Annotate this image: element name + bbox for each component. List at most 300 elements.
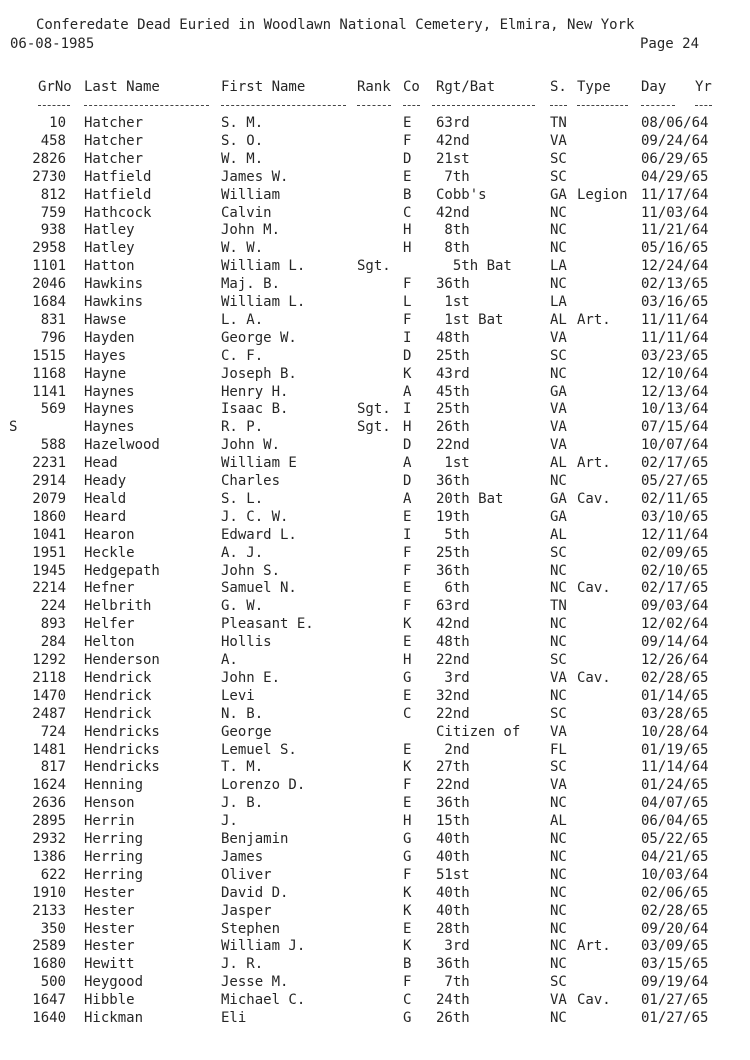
regiment: 36th: [436, 795, 470, 812]
unit-type: Art.: [577, 455, 611, 472]
death-date: 11/11/64: [641, 329, 709, 346]
last-name: Hendricks: [84, 741, 160, 758]
regiment: 22nd: [436, 705, 470, 722]
first-name: A.: [221, 652, 238, 668]
company: K: [403, 616, 412, 633]
first-name: Lemuel S.: [221, 741, 297, 758]
grave-number: 2914: [32, 473, 66, 489]
regiment: 5th: [436, 526, 470, 543]
grave-number: 2231: [32, 455, 66, 472]
regiment: 40th: [436, 848, 470, 865]
first-name: S. O.: [221, 132, 264, 149]
state: VA: [550, 401, 567, 418]
state: AL: [550, 455, 567, 472]
table-row: [0, 490, 750, 508]
state: SC: [550, 705, 567, 722]
state: SC: [550, 168, 567, 185]
unit-type: Art.: [577, 938, 611, 955]
regiment: 25th: [436, 401, 470, 418]
death-date: 02/13/65: [641, 276, 709, 293]
table-row: [0, 758, 750, 776]
first-name: William: [221, 186, 281, 203]
last-name: Hatcher: [84, 132, 144, 149]
table-row: [0, 508, 750, 526]
last-name: Hendrick: [84, 687, 152, 704]
death-date: 11/17/64: [641, 186, 709, 203]
grave-prefix: S: [9, 419, 18, 436]
last-name: Helbrith: [84, 598, 152, 615]
death-date: 12/10/64: [641, 365, 709, 382]
grave-number: 1684: [32, 294, 66, 310]
table-row: [0, 436, 750, 454]
company: F: [403, 276, 412, 293]
first-name: James W.: [221, 168, 289, 185]
company: F: [403, 598, 412, 615]
first-name: Edward L.: [221, 526, 297, 543]
table-row: [0, 920, 750, 938]
regiment: 25th: [436, 544, 470, 561]
company: D: [403, 150, 412, 167]
state: NC: [550, 831, 567, 847]
last-name: Henning: [84, 777, 144, 794]
grave-number: 2118: [32, 669, 66, 686]
unit-type: Cav.: [577, 669, 611, 686]
state: SC: [550, 150, 567, 167]
last-name: Hester: [84, 884, 135, 901]
death-date: 09/03/64: [641, 598, 709, 615]
company: I: [403, 526, 412, 543]
last-name: Haynes: [84, 419, 135, 436]
grave-number: 224: [40, 598, 66, 615]
first-name: W. W.: [221, 240, 264, 257]
first-name: William L.: [221, 294, 306, 310]
last-name: Heygood: [84, 974, 144, 991]
regiment: 43rd: [436, 365, 470, 382]
grave-number: 2133: [32, 902, 66, 919]
state: SC: [550, 347, 567, 364]
company: F: [403, 132, 412, 149]
first-name: A. J.: [221, 544, 264, 561]
company: E: [403, 580, 412, 597]
company: D: [403, 437, 412, 454]
state: GA: [550, 186, 567, 203]
state: NC: [550, 204, 567, 221]
state: VA: [550, 419, 567, 436]
grave-number: 350: [40, 920, 66, 937]
regiment: 21st: [436, 150, 470, 167]
table-row: [0, 687, 750, 705]
death-date: 03/09/65: [641, 938, 709, 955]
table-row: [0, 400, 750, 418]
regiment: Citizen of: [436, 723, 521, 740]
first-name: George: [221, 723, 272, 740]
first-name: J. B.: [221, 795, 264, 812]
death-date: 02/06/65: [641, 884, 709, 901]
state: GA: [550, 383, 567, 400]
first-name: Jesse M.: [221, 974, 289, 991]
death-date: 02/28/65: [641, 902, 709, 919]
state: NC: [550, 562, 567, 579]
company: F: [403, 974, 412, 991]
regiment: 40th: [436, 884, 470, 901]
company: K: [403, 938, 412, 955]
regiment: 22nd: [436, 777, 470, 794]
document-title: Conferedate Dead Euried in Woodlawn National Cemetery, Elmira, New York: [36, 17, 635, 33]
death-date: 02/09/65: [641, 544, 709, 561]
state: TN: [550, 115, 567, 131]
company: H: [403, 652, 412, 668]
grave-number: 1101: [32, 258, 66, 275]
grave-number: 1624: [32, 777, 66, 794]
last-name: Hester: [84, 920, 135, 937]
death-date: 01/27/65: [641, 992, 709, 1009]
company: F: [403, 544, 412, 561]
grave-number: 2730: [32, 168, 66, 185]
last-name: Hendricks: [84, 723, 160, 740]
first-name: C. F.: [221, 347, 264, 364]
last-name: Heald: [84, 490, 127, 507]
first-name: J. R.: [221, 956, 264, 973]
death-date: 11/11/64: [641, 311, 709, 328]
regiment: 36th: [436, 562, 470, 579]
table-row: [0, 472, 750, 490]
company: E: [403, 741, 412, 758]
company: E: [403, 508, 412, 525]
col-header-rank: Rank: [357, 79, 391, 95]
regiment: 26th: [436, 1010, 470, 1026]
first-name: W. M.: [221, 150, 264, 167]
rank: Sgt.: [357, 401, 391, 418]
col-header-grno: GrNo: [38, 79, 72, 95]
table-row: [0, 902, 750, 920]
table-row: [0, 383, 750, 401]
death-date: 02/10/65: [641, 562, 709, 579]
regiment: 5th Bat: [436, 258, 512, 275]
first-name: Pleasant E.: [221, 616, 314, 633]
grave-number: 831: [40, 311, 66, 328]
state: NC: [550, 276, 567, 293]
separator-day: [641, 105, 675, 106]
rank: Sgt.: [357, 258, 391, 275]
grave-number: 1680: [32, 956, 66, 973]
state: NC: [550, 365, 567, 382]
unit-type: Legion: [577, 186, 628, 203]
table-row: [0, 866, 750, 884]
company: D: [403, 347, 412, 364]
first-name: Isaac B.: [221, 401, 289, 418]
first-name: William L.: [221, 258, 306, 275]
regiment: 22nd: [436, 437, 470, 454]
first-name: Charles: [221, 473, 281, 489]
state: FL: [550, 741, 567, 758]
document-date: 06-08-1985: [10, 36, 95, 52]
regiment: 36th: [436, 276, 470, 293]
table-row: [0, 723, 750, 741]
last-name: Hearon: [84, 526, 135, 543]
grave-number: 812: [40, 186, 66, 203]
grave-number: 500: [40, 974, 66, 991]
last-name: Heard: [84, 508, 127, 525]
state: NC: [550, 222, 567, 239]
table-row: [0, 186, 750, 204]
death-date: 10/28/64: [641, 723, 709, 740]
table-row: [0, 544, 750, 562]
regiment: 2nd: [436, 741, 470, 758]
death-date: 03/16/65: [641, 294, 709, 310]
state: NC: [550, 795, 567, 812]
state: NC: [550, 956, 567, 973]
company: H: [403, 419, 412, 436]
table-row: [0, 275, 750, 293]
death-date: 08/06/64: [641, 115, 709, 131]
last-name: Heady: [84, 473, 127, 489]
first-name: S. L.: [221, 490, 264, 507]
regiment: 42nd: [436, 204, 470, 221]
separator-company: [403, 105, 420, 106]
last-name: Hewitt: [84, 956, 135, 973]
first-name: R. P.: [221, 419, 264, 436]
grave-number: 569: [40, 401, 66, 418]
regiment: 48th: [436, 329, 470, 346]
company: E: [403, 115, 412, 131]
regiment: 15th: [436, 813, 470, 830]
death-date: 12/13/64: [641, 383, 709, 400]
last-name: Hayne: [84, 365, 127, 382]
grave-number: 10: [49, 115, 66, 131]
unit-type: Art.: [577, 311, 611, 328]
death-date: 02/11/65: [641, 490, 709, 507]
last-name: Hatfield: [84, 168, 152, 185]
grave-number: 2046: [32, 276, 66, 293]
first-name: Michael C.: [221, 992, 306, 1009]
first-name: Hollis: [221, 634, 272, 651]
state: NC: [550, 687, 567, 704]
table-row: [0, 633, 750, 651]
unit-type: Cav.: [577, 580, 611, 597]
grave-number: 2895: [32, 813, 66, 830]
rank: Sgt.: [357, 419, 391, 436]
death-date: 12/02/64: [641, 616, 709, 633]
state: AL: [550, 311, 567, 328]
grave-number: 2932: [32, 831, 66, 847]
state: VA: [550, 669, 567, 686]
grave-number: 1640: [32, 1010, 66, 1026]
last-name: Hayes: [84, 347, 127, 364]
death-date: 05/16/65: [641, 240, 709, 257]
grave-number: 1647: [32, 992, 66, 1009]
grave-number: 622: [40, 866, 66, 883]
last-name: Hendrick: [84, 705, 152, 722]
death-date: 02/17/65: [641, 455, 709, 472]
regiment: 3rd: [436, 938, 470, 955]
first-name: L. A.: [221, 311, 264, 328]
last-name: Hester: [84, 938, 135, 955]
company: K: [403, 884, 412, 901]
regiment: 6th: [436, 580, 470, 597]
table-row: [0, 150, 750, 168]
last-name: Head: [84, 455, 118, 472]
grave-number: 1945: [32, 562, 66, 579]
grave-number: 2636: [32, 795, 66, 812]
company: F: [403, 311, 412, 328]
grave-number: 1515: [32, 347, 66, 364]
death-date: 10/03/64: [641, 866, 709, 883]
regiment: 8th: [436, 240, 470, 257]
regiment: 7th: [436, 168, 470, 185]
state: TN: [550, 598, 567, 615]
death-date: 11/21/64: [641, 222, 709, 239]
company: E: [403, 795, 412, 812]
regiment: Cobb's: [436, 186, 487, 203]
first-name: Maj. B.: [221, 276, 281, 293]
death-date: 09/19/64: [641, 974, 709, 991]
separator-first-name: [221, 105, 346, 106]
first-name: Joseph B.: [221, 365, 297, 382]
death-date: 01/24/65: [641, 777, 709, 794]
grave-number: 1910: [32, 884, 66, 901]
state: VA: [550, 777, 567, 794]
company: G: [403, 669, 412, 686]
separator-rank: [357, 105, 391, 106]
grave-number: 284: [40, 634, 66, 651]
company: E: [403, 168, 412, 185]
first-name: Benjamin: [221, 831, 289, 847]
first-name: J.: [221, 813, 238, 830]
first-name: Lorenzo D.: [221, 777, 306, 794]
death-date: 05/27/65: [641, 473, 709, 489]
table-row: [0, 669, 750, 687]
first-name: Levi: [221, 687, 255, 704]
state: SC: [550, 544, 567, 561]
company: G: [403, 848, 412, 865]
first-name: John W.: [221, 437, 281, 454]
table-row: [0, 365, 750, 383]
table-row: [0, 204, 750, 222]
death-date: 12/24/64: [641, 258, 709, 275]
death-date: 01/27/65: [641, 1010, 709, 1026]
company: H: [403, 240, 412, 257]
table-row: [0, 991, 750, 1009]
regiment: 24th: [436, 992, 470, 1009]
last-name: Heckle: [84, 544, 135, 561]
separator-type: [577, 105, 628, 106]
company: F: [403, 777, 412, 794]
first-name: William E: [221, 455, 297, 472]
regiment: 51st: [436, 866, 470, 883]
regiment: 1st Bat: [436, 311, 504, 328]
state: NC: [550, 884, 567, 901]
state: AL: [550, 526, 567, 543]
state: NC: [550, 616, 567, 633]
state: NC: [550, 848, 567, 865]
company: F: [403, 866, 412, 883]
col-header-regiment: Rgt/Bat: [436, 79, 496, 95]
table-row: [0, 615, 750, 633]
death-date: 03/23/65: [641, 347, 709, 364]
death-date: 01/19/65: [641, 741, 709, 758]
grave-number: 1292: [32, 652, 66, 668]
grave-number: 1386: [32, 848, 66, 865]
state: LA: [550, 294, 567, 310]
table-row: [0, 848, 750, 866]
regiment: 36th: [436, 473, 470, 489]
regiment: 20th Bat: [436, 490, 504, 507]
table-row: [0, 794, 750, 812]
state: NC: [550, 902, 567, 919]
first-name: George W.: [221, 329, 297, 346]
company: D: [403, 473, 412, 489]
regiment: 28th: [436, 920, 470, 937]
separator-last-name: [84, 105, 209, 106]
table-row: [0, 830, 750, 848]
last-name: Hibble: [84, 992, 135, 1009]
company: I: [403, 329, 412, 346]
table-row: [0, 418, 750, 436]
last-name: Henson: [84, 795, 135, 812]
regiment: 48th: [436, 634, 470, 651]
regiment: 40th: [436, 902, 470, 919]
table-row: [0, 1009, 750, 1027]
grave-number: 796: [40, 329, 66, 346]
separator-grno: [38, 105, 70, 106]
death-date: 06/04/65: [641, 813, 709, 830]
table-row: [0, 812, 750, 830]
company: I: [403, 401, 412, 418]
table-row: [0, 311, 750, 329]
last-name: Hatcher: [84, 115, 144, 131]
regiment: 25th: [436, 347, 470, 364]
death-date: 09/24/64: [641, 132, 709, 149]
death-date: 06/29/65: [641, 150, 709, 167]
state: NC: [550, 240, 567, 257]
col-header-type: Type: [577, 79, 611, 95]
company: K: [403, 759, 412, 776]
last-name: Herring: [84, 831, 144, 847]
first-name: William J.: [221, 938, 306, 955]
table-row: [0, 132, 750, 150]
col-header-state: S.: [550, 79, 567, 95]
page-number: Page 24: [640, 36, 700, 52]
state: NC: [550, 866, 567, 883]
company: K: [403, 365, 412, 382]
state: NC: [550, 580, 567, 597]
company: E: [403, 634, 412, 651]
regiment: 8th: [436, 222, 470, 239]
first-name: Oliver: [221, 866, 272, 883]
table-row: [0, 293, 750, 311]
grave-number: 2826: [32, 150, 66, 167]
table-row: [0, 329, 750, 347]
company: A: [403, 490, 412, 507]
table-row: [0, 597, 750, 615]
state: LA: [550, 258, 567, 275]
first-name: S. M.: [221, 115, 264, 131]
state: NC: [550, 1010, 567, 1026]
death-date: 10/07/64: [641, 437, 709, 454]
death-date: 09/20/64: [641, 920, 709, 937]
company: K: [403, 902, 412, 919]
death-date: 12/11/64: [641, 526, 709, 543]
death-date: 03/15/65: [641, 956, 709, 973]
last-name: Hatfield: [84, 186, 152, 203]
state: GA: [550, 508, 567, 525]
last-name: Hatcher: [84, 150, 144, 167]
grave-number: 2079: [32, 490, 66, 507]
grave-number: 2589: [32, 938, 66, 955]
last-name: Hazelwood: [84, 437, 160, 454]
last-name: Hatley: [84, 240, 135, 257]
separator-year: [695, 105, 712, 106]
